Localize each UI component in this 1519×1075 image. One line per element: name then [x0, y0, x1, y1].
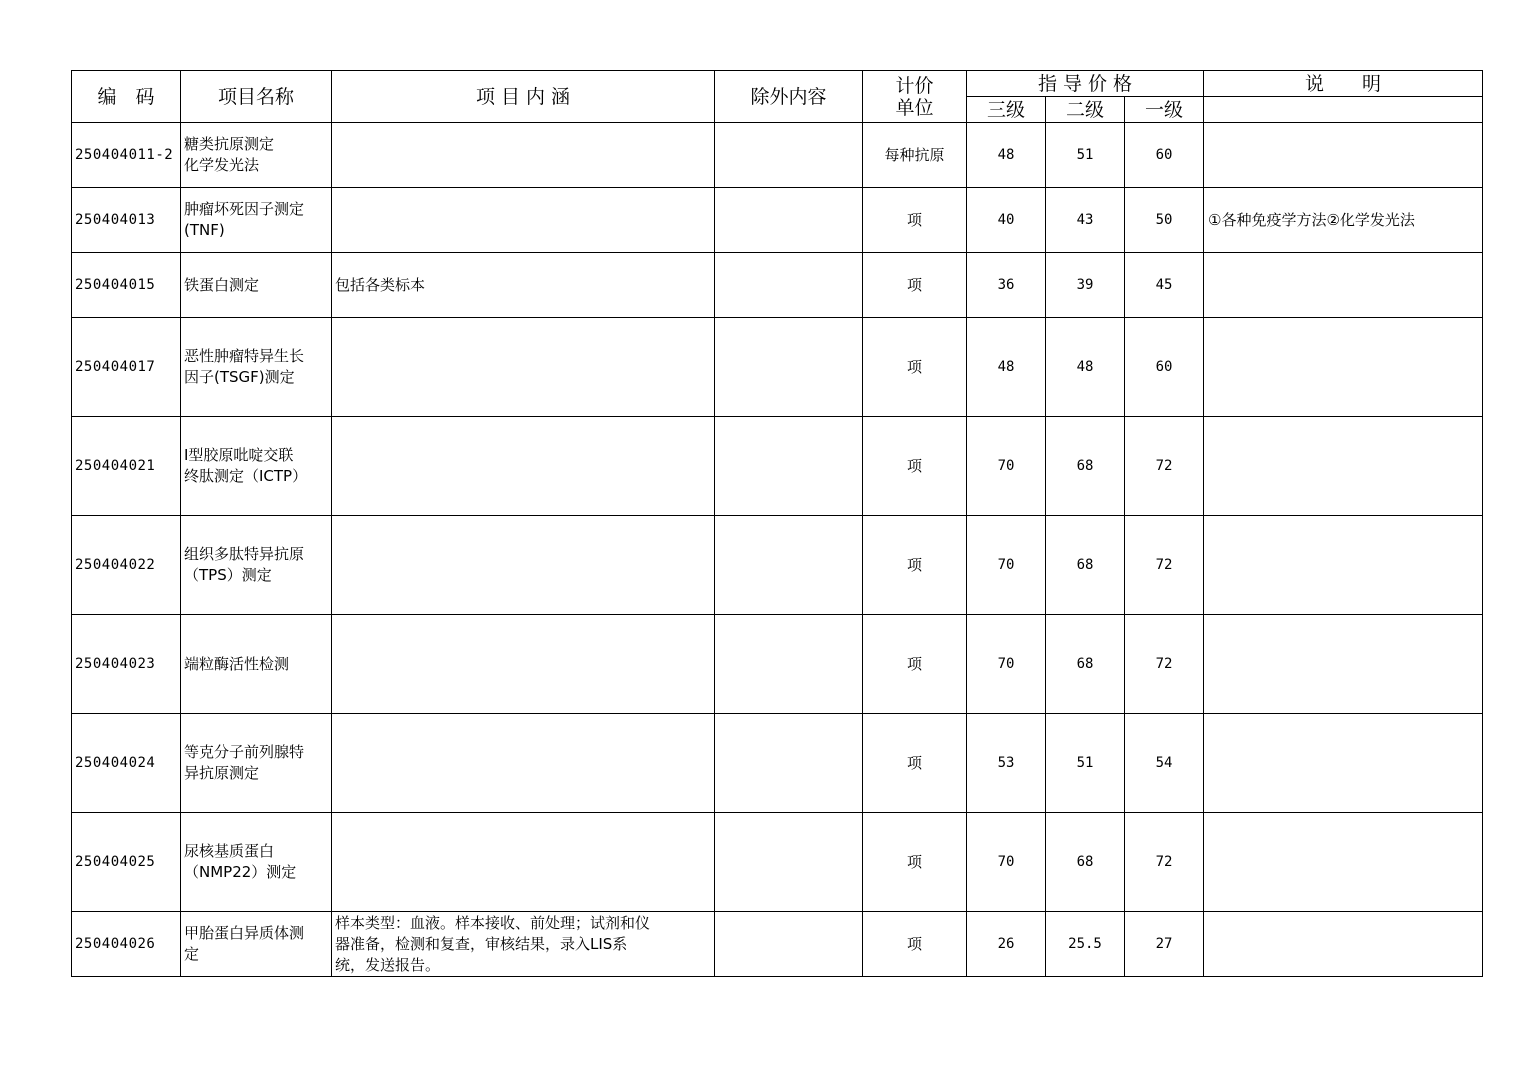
table-body: [72, 123, 1483, 977]
price-table: [71, 70, 1483, 977]
cell-price-level2: 68: [1046, 516, 1125, 615]
cell-code: 250404015: [72, 253, 181, 318]
cell-price-level2: 68: [1046, 813, 1125, 912]
cell-exclusions: [715, 188, 863, 253]
cell-code: 250404022: [72, 516, 181, 615]
cell-note: [1204, 516, 1483, 615]
cell-price-level1: 50: [1125, 188, 1204, 253]
cell-unit: 项: [863, 417, 967, 516]
header-name: 项目名称: [181, 71, 332, 123]
cell-note: [1204, 912, 1483, 977]
cell-note: [1204, 714, 1483, 813]
cell-code: 250404024: [72, 714, 181, 813]
cell-code: 250404026: [72, 912, 181, 977]
cell-unit: 项: [863, 912, 967, 977]
cell-price-level2: 39: [1046, 253, 1125, 318]
header-price-group: 指 导 价 格: [967, 71, 1204, 97]
cell-name: 肿瘤坏死因子测定 (TNF): [181, 188, 332, 253]
cell-name: 甲胎蛋白异质体测 定: [181, 912, 332, 977]
cell-price-level3: 26: [967, 912, 1046, 977]
cell-code: 250404025: [72, 813, 181, 912]
cell-exclusions: [715, 516, 863, 615]
cell-note: [1204, 615, 1483, 714]
cell-exclusions: [715, 318, 863, 417]
cell-content: [332, 516, 715, 615]
cell-note: [1204, 318, 1483, 417]
cell-name: 恶性肿瘤特异生长 因子(TSGF)测定: [181, 318, 332, 417]
cell-price-level3: 48: [967, 318, 1046, 417]
cell-code: 250404013: [72, 188, 181, 253]
header-level2: 二级: [1046, 97, 1125, 123]
cell-name: I型胶原吡啶交联 终肽测定（ICTP）: [181, 417, 332, 516]
table-row: [72, 417, 1483, 516]
cell-exclusions: [715, 813, 863, 912]
cell-code: 250404011-2: [72, 123, 181, 188]
table-header: [72, 71, 1483, 123]
cell-price-level2: 51: [1046, 714, 1125, 813]
table-row: [72, 188, 1483, 253]
cell-price-level1: 54: [1125, 714, 1204, 813]
cell-unit: 每种抗原: [863, 123, 967, 188]
cell-code: 250404021: [72, 417, 181, 516]
cell-name: 端粒酶活性检测: [181, 615, 332, 714]
cell-content: [332, 318, 715, 417]
table-row: [72, 123, 1483, 188]
cell-price-level2: 25.5: [1046, 912, 1125, 977]
cell-price-level1: 72: [1125, 813, 1204, 912]
header-level1: 一级: [1125, 97, 1204, 123]
cell-unit: 项: [863, 813, 967, 912]
table-row: [72, 253, 1483, 318]
cell-content: [332, 417, 715, 516]
table-row: [72, 615, 1483, 714]
header-content: 项 目 内 涵: [332, 71, 715, 123]
cell-unit: 项: [863, 615, 967, 714]
cell-price-level3: 48: [967, 123, 1046, 188]
cell-exclusions: [715, 123, 863, 188]
cell-price-level3: 70: [967, 813, 1046, 912]
header-note-blank: [1204, 97, 1483, 123]
cell-price-level1: 60: [1125, 123, 1204, 188]
header-level3: 三级: [967, 97, 1046, 123]
cell-price-level2: 43: [1046, 188, 1125, 253]
cell-price-level1: 72: [1125, 516, 1204, 615]
cell-note: [1204, 813, 1483, 912]
cell-unit: 项: [863, 714, 967, 813]
cell-price-level1: 27: [1125, 912, 1204, 977]
cell-content: [332, 813, 715, 912]
cell-unit: 项: [863, 188, 967, 253]
cell-price-level3: 36: [967, 253, 1046, 318]
cell-note: [1204, 253, 1483, 318]
cell-price-level3: 70: [967, 615, 1046, 714]
cell-name: 糖类抗原测定 化学发光法: [181, 123, 332, 188]
table-row: [72, 813, 1483, 912]
cell-note: [1204, 123, 1483, 188]
cell-content: 样本类型：血液。样本接收、前处理；试剂和仪 器准备，检测和复查，审核结果，录入LIS系 统，发送报告。: [332, 912, 715, 977]
cell-exclusions: [715, 714, 863, 813]
table-row: [72, 714, 1483, 813]
cell-price-level2: 68: [1046, 417, 1125, 516]
cell-price-level3: 53: [967, 714, 1046, 813]
cell-note: ①各种免疫学方法②化学发光法: [1204, 188, 1483, 253]
cell-content: [332, 123, 715, 188]
header-code: 编 码: [72, 71, 181, 123]
cell-price-level3: 40: [967, 188, 1046, 253]
table-row: [72, 318, 1483, 417]
cell-code: 250404017: [72, 318, 181, 417]
cell-content: [332, 188, 715, 253]
cell-name: 尿核基质蛋白 （NMP22）测定: [181, 813, 332, 912]
cell-unit: 项: [863, 516, 967, 615]
header-unit: 计价 单位: [863, 71, 967, 123]
header-note: 说 明: [1204, 71, 1483, 97]
table-row: [72, 516, 1483, 615]
cell-unit: 项: [863, 253, 967, 318]
cell-code: 250404023: [72, 615, 181, 714]
cell-price-level1: 60: [1125, 318, 1204, 417]
cell-content: 包括各类标本: [332, 253, 715, 318]
cell-exclusions: [715, 253, 863, 318]
cell-content: [332, 615, 715, 714]
cell-exclusions: [715, 912, 863, 977]
cell-price-level3: 70: [967, 516, 1046, 615]
cell-price-level1: 72: [1125, 417, 1204, 516]
cell-price-level1: 72: [1125, 615, 1204, 714]
cell-name: 组织多肽特异抗原 （TPS）测定: [181, 516, 332, 615]
table-row: [72, 912, 1483, 977]
cell-unit: 项: [863, 318, 967, 417]
cell-price-level2: 51: [1046, 123, 1125, 188]
cell-content: [332, 714, 715, 813]
cell-exclusions: [715, 615, 863, 714]
header-exclusions: 除外内容: [715, 71, 863, 123]
cell-exclusions: [715, 417, 863, 516]
cell-price-level3: 70: [967, 417, 1046, 516]
cell-price-level1: 45: [1125, 253, 1204, 318]
cell-name: 铁蛋白测定: [181, 253, 332, 318]
cell-note: [1204, 417, 1483, 516]
cell-name: 等克分子前列腺特 异抗原测定: [181, 714, 332, 813]
cell-price-level2: 48: [1046, 318, 1125, 417]
cell-price-level2: 68: [1046, 615, 1125, 714]
